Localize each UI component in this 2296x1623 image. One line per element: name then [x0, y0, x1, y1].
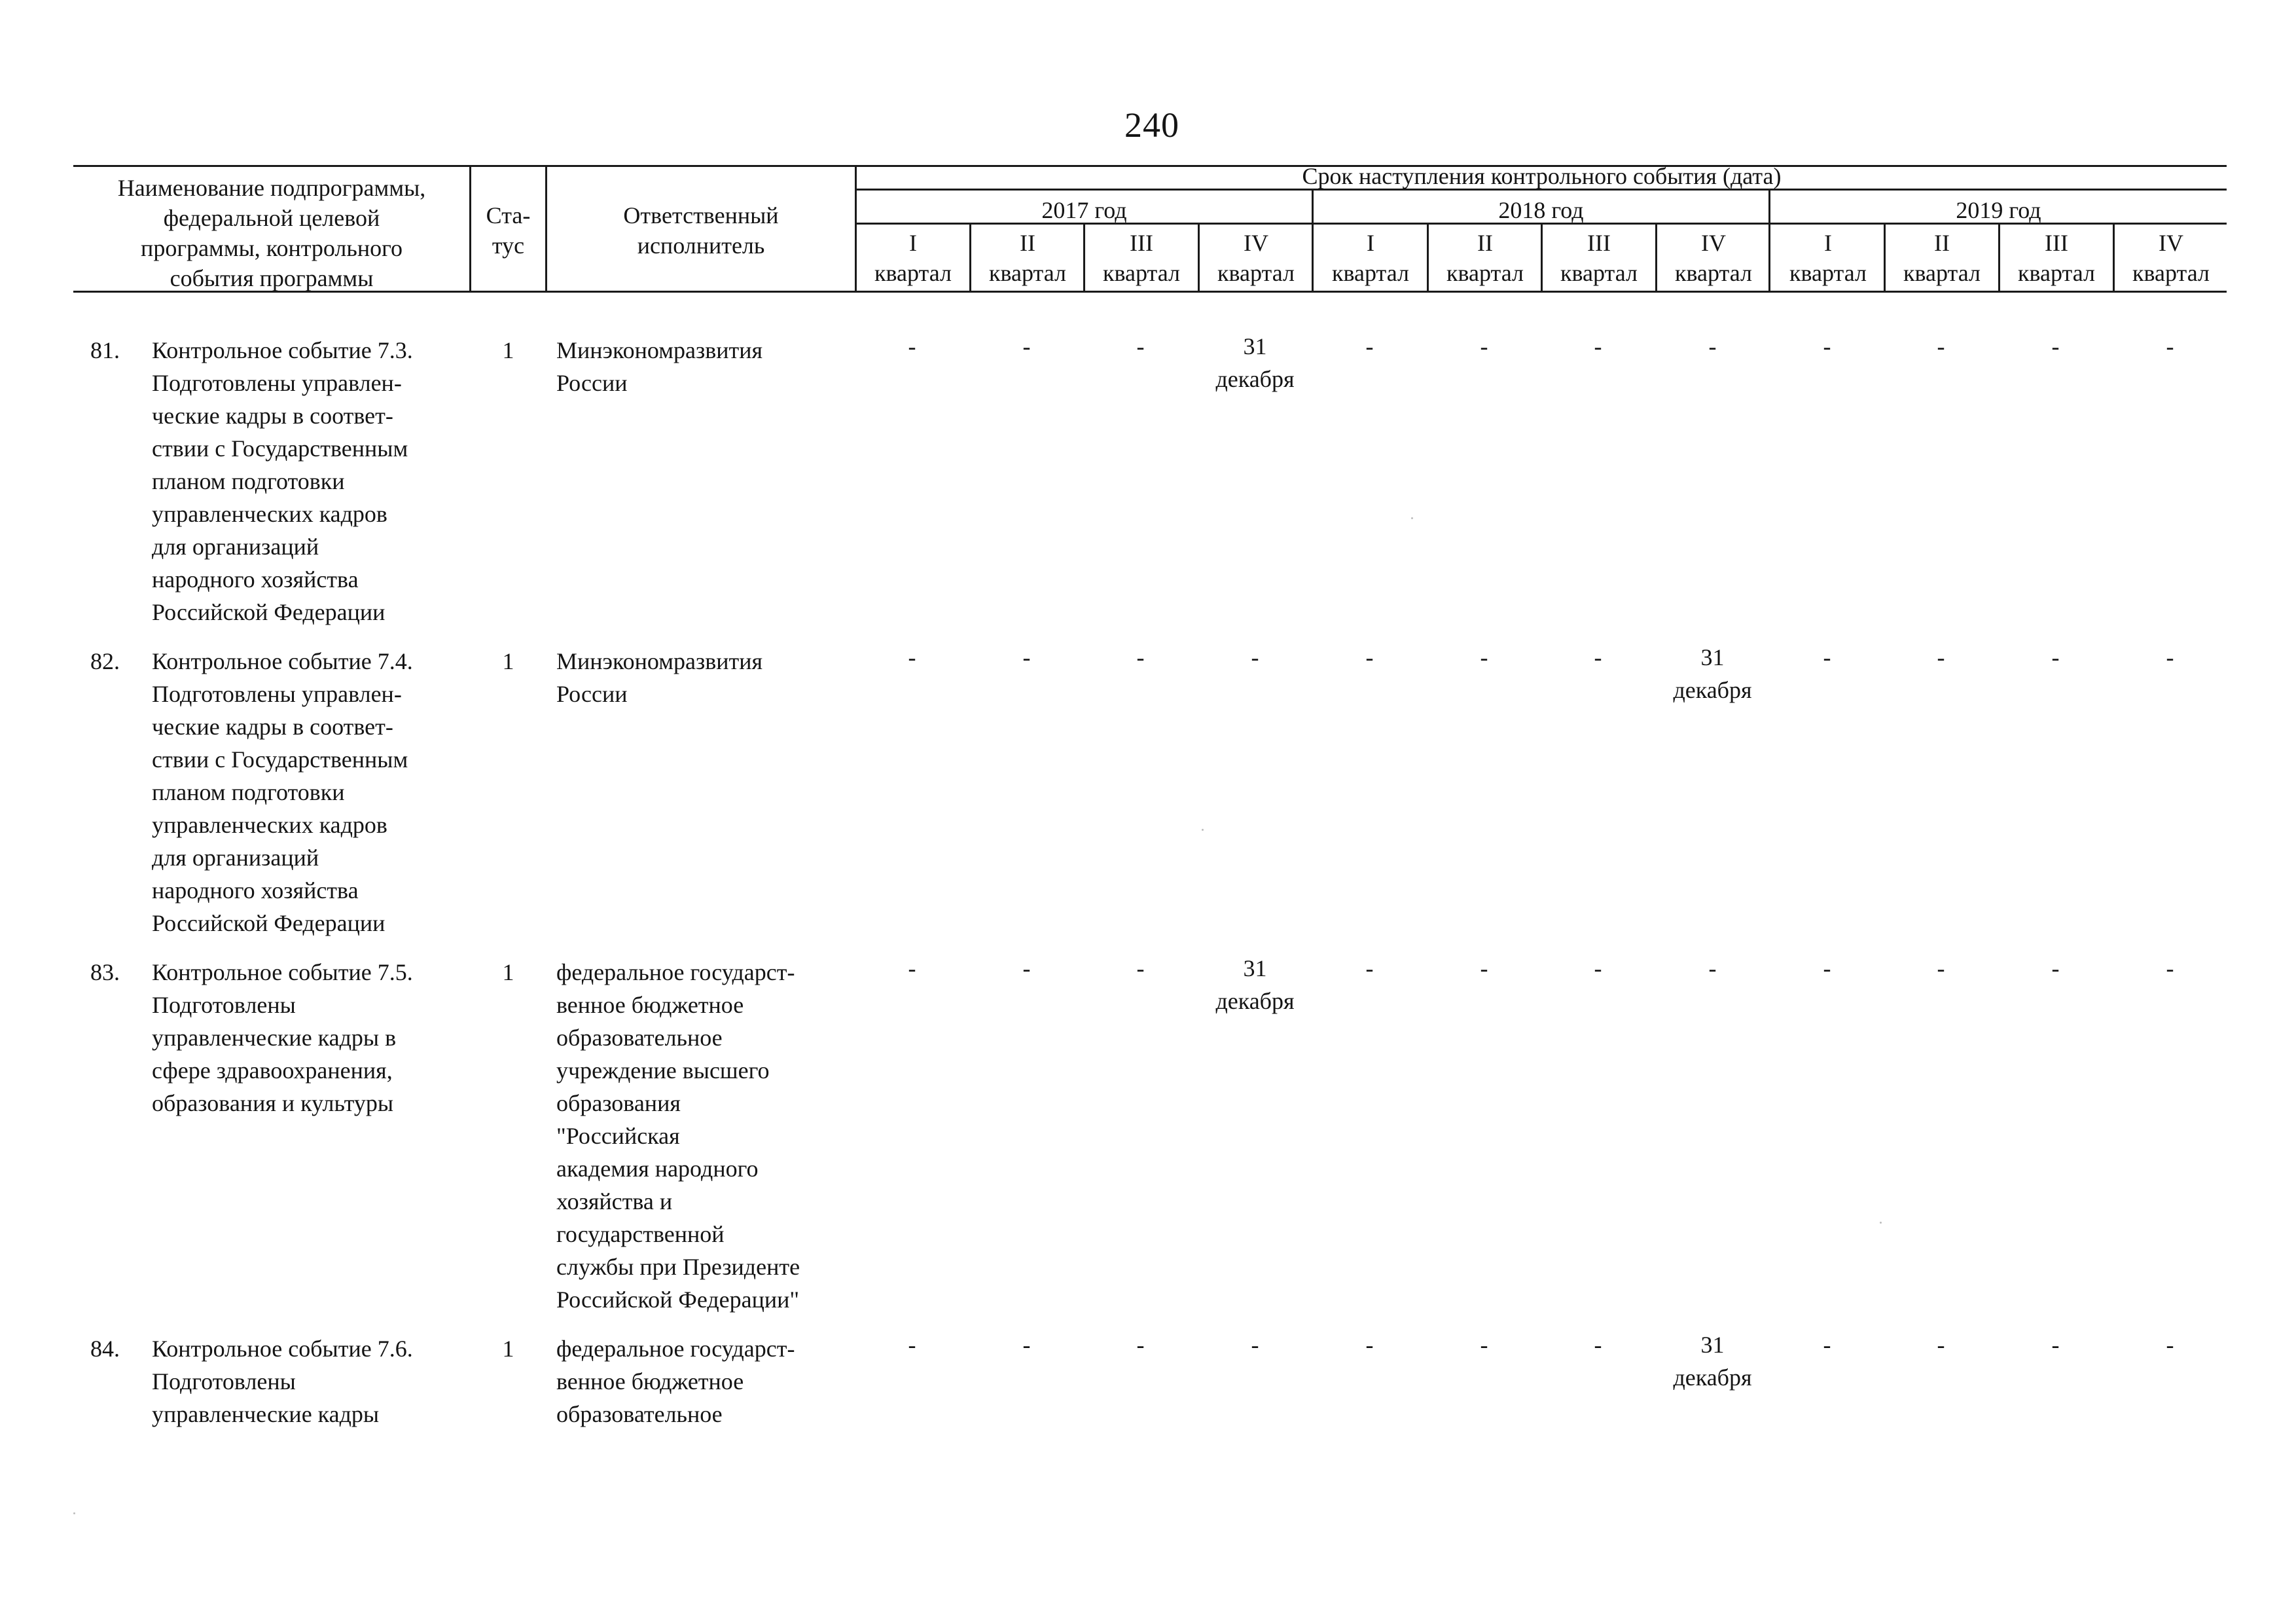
scan-speck — [1202, 829, 1204, 831]
quarter-number: II — [1477, 230, 1493, 256]
event-name: Контрольное событие 7.5. Подготовлены управленческие кадры в сфере здравоохранения, образования и культуры — [152, 959, 413, 1116]
quarter-cell: - — [1251, 1332, 1259, 1358]
quarter-cell: - — [908, 644, 916, 670]
header-deadline-col: Срок наступления контрольного события (дата) — [1302, 163, 1782, 189]
quarter-cell: 31 декабря — [1215, 333, 1295, 392]
quarter-word: квартал — [1332, 260, 1409, 286]
quarter-word: квартал — [1675, 260, 1752, 286]
quarter-number: I — [1824, 230, 1832, 256]
status-value: 1 — [502, 337, 514, 363]
quarter-word: квартал — [874, 260, 952, 286]
quarter-cell: - — [1480, 1332, 1488, 1358]
quarter-header — [1200, 228, 1312, 288]
quarter-number: I — [1367, 230, 1374, 256]
quarter-word: квартал — [1446, 260, 1524, 286]
quarter-cell: - — [1594, 644, 1602, 670]
quarter-cell: - — [1365, 333, 1374, 359]
status-value: 1 — [502, 648, 514, 674]
quarter-number: IV — [2159, 230, 2183, 256]
quarter-header — [2000, 228, 2113, 288]
event-name: Контрольное событие 7.3. Подготовлены управлен- ческие кадры в соответ- ствии с Государственным планом подготовки управленческих кадров для организаций народного хозяйства Российской Федерации — [152, 337, 413, 625]
quarter-number: III — [2045, 230, 2068, 256]
executor: Минэкономразвития России — [556, 337, 763, 396]
status-value: 1 — [502, 959, 514, 985]
quarter-cell: - — [2051, 333, 2060, 359]
executor: Минэкономразвития России — [556, 648, 763, 707]
quarter-word: квартал — [1103, 260, 1180, 286]
event-name: Контрольное событие 7.6. Подготовлены управленческие кадры — [152, 1336, 413, 1427]
quarter-header — [1314, 228, 1427, 288]
quarter-cell: - — [1136, 955, 1145, 981]
scan-speck — [73, 1512, 75, 1514]
executor: федеральное государст- венное бюджетное образовательное учреждение высшего образования "Российская академия народного хозяйства и государственной службы при Президенте Российской Федерации" — [556, 959, 800, 1313]
quarter-cell: - — [1708, 955, 1717, 981]
quarter-cell: - — [1251, 644, 1259, 670]
event-name: Контрольное событие 7.4. Подготовлены управлен- ческие кадры в соответ- ствии с Государственным планом подготовки управленческих кадров для организаций народного хозяйства Российской Федерации — [152, 648, 413, 936]
row-number: 84. — [90, 1336, 120, 1362]
quarter-cell: 31 декабря — [1673, 644, 1752, 703]
quarter-cell: - — [1937, 644, 1945, 670]
scan-speck — [1411, 517, 1413, 519]
quarter-header — [1543, 228, 1655, 288]
quarter-header — [1429, 228, 1541, 288]
header-year-2018: 2018 год — [1498, 197, 1584, 223]
quarter-cell: - — [1937, 955, 1945, 981]
quarter-cell: - — [1365, 644, 1374, 670]
quarter-word: квартал — [989, 260, 1066, 286]
quarter-word: квартал — [1789, 260, 1867, 286]
quarter-cell: - — [1022, 333, 1031, 359]
quarter-cell: - — [1937, 1332, 1945, 1358]
quarter-cell: - — [2166, 644, 2174, 670]
quarter-cell: - — [1594, 1332, 1602, 1358]
quarter-word: квартал — [1560, 260, 1638, 286]
quarter-number: II — [1020, 230, 1035, 256]
quarter-cell: - — [908, 955, 916, 981]
quarter-cell: - — [1823, 644, 1831, 670]
quarter-header — [1772, 228, 1884, 288]
quarter-header — [857, 228, 969, 288]
quarter-cell: - — [2166, 333, 2174, 359]
quarter-header — [971, 228, 1084, 288]
quarter-number: II — [1934, 230, 1950, 256]
row-number: 82. — [90, 648, 120, 674]
quarter-cell: - — [1823, 333, 1831, 359]
quarter-header — [1886, 228, 1998, 288]
quarter-cell: 31 декабря — [1215, 955, 1295, 1014]
quarter-cell: - — [1365, 955, 1374, 981]
header-year-2019: 2019 год — [1956, 197, 2041, 223]
header-year-2017: 2017 год — [1041, 197, 1127, 223]
quarter-cell: - — [1480, 644, 1488, 670]
executor: федеральное государст- венное бюджетное образовательное — [556, 1336, 795, 1427]
quarter-cell: - — [1594, 955, 1602, 981]
quarter-number: III — [1130, 230, 1153, 256]
quarter-header — [1085, 228, 1198, 288]
scan-speck — [1880, 1222, 1882, 1224]
page-number: 240 — [1124, 105, 1179, 145]
quarter-word: квартал — [1217, 260, 1295, 286]
header-name-col: Наименование подпрограммы, федеральной целевой программы, контрольного события программы — [117, 175, 426, 291]
quarter-cell: - — [1480, 333, 1488, 359]
quarter-cell: - — [2051, 955, 2060, 981]
quarter-word: квартал — [2132, 260, 2210, 286]
quarter-word: квартал — [1903, 260, 1981, 286]
quarter-cell: - — [1022, 955, 1031, 981]
quarter-cell: - — [1022, 644, 1031, 670]
quarter-number: I — [909, 230, 917, 256]
header-executor-col: Ответственный исполнитель — [623, 202, 779, 259]
quarter-header — [2115, 228, 2227, 288]
quarter-cell: 31 декабря — [1673, 1332, 1752, 1391]
quarter-cell: - — [2051, 1332, 2060, 1358]
row-number: 81. — [90, 337, 120, 363]
row-number: 83. — [90, 959, 120, 985]
quarter-header — [1657, 228, 1770, 288]
quarter-cell: - — [2166, 955, 2174, 981]
quarter-word: квартал — [2018, 260, 2095, 286]
quarter-cell: - — [1136, 1332, 1145, 1358]
quarter-cell: - — [1937, 333, 1945, 359]
status-value: 1 — [502, 1336, 514, 1362]
quarter-number: IV — [1701, 230, 1726, 256]
quarter-cell: - — [1823, 955, 1831, 981]
quarter-cell: - — [1136, 644, 1145, 670]
quarter-cell: - — [2051, 644, 2060, 670]
quarter-cell: - — [1365, 1332, 1374, 1358]
quarter-cell: - — [1594, 333, 1602, 359]
quarter-cell: - — [1708, 333, 1717, 359]
header-status-col: Ста- тус — [486, 202, 531, 259]
quarter-cell: - — [908, 1332, 916, 1358]
quarter-cell: - — [908, 333, 916, 359]
quarter-cell: - — [1136, 333, 1145, 359]
quarter-number: III — [1587, 230, 1611, 256]
quarter-cell: - — [1480, 955, 1488, 981]
quarter-cell: - — [1823, 1332, 1831, 1358]
quarter-number: IV — [1244, 230, 1268, 256]
quarter-cell: - — [2166, 1332, 2174, 1358]
quarter-cell: - — [1022, 1332, 1031, 1358]
